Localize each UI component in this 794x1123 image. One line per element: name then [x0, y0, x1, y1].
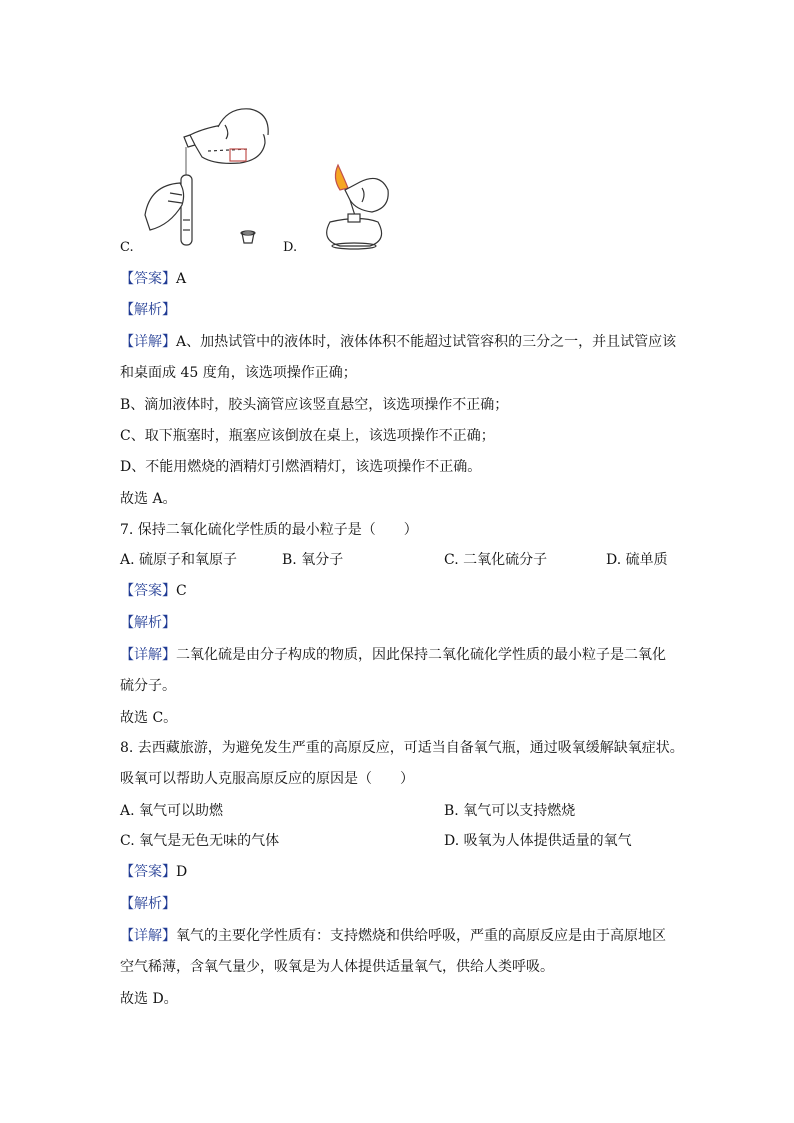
q8-option-a: A. 氧气可以助燃: [120, 803, 224, 819]
q6-analysis: [120, 300, 176, 320]
answer-tag: 【答案】: [120, 271, 176, 287]
detail-text: 氧气的主要化学性质有：支持燃烧和供给呼吸，严重的高原反应是由于高原地区: [176, 928, 666, 944]
detail-text: A、加热试管中的液体时，液体体积不能超过试管容积的三分之一，并且试管应该: [176, 334, 677, 350]
q6-detail-line-2: 和桌面成 45 度角，该选项操作正确；: [120, 365, 357, 381]
q7-option-a: A. 硫原子和氧原子: [120, 552, 238, 568]
answer-value: C: [176, 583, 187, 599]
figure-label-c: C.: [120, 240, 134, 255]
q7-analysis: [120, 613, 176, 633]
figure-label-d: D.: [283, 240, 298, 255]
pouring-liquid-illustration: [140, 105, 280, 255]
answer-value: D: [176, 864, 188, 880]
q6-conclusion: 故选 A。: [120, 491, 177, 507]
q8-option-b: B. 氧气可以支持燃烧: [444, 803, 576, 819]
q7-detail-line-1: [120, 645, 666, 665]
q8-stem-line-1: 8. 去西藏旅游，为避免发生严重的高原反应，可适当自备氧气瓶，通过吸氧缓解缺氧症状。: [120, 740, 684, 756]
alcohol-lamp-illustration: [300, 160, 400, 255]
q6-detail-line-1: [120, 332, 676, 352]
analysis-tag: 【解析】: [120, 302, 176, 318]
q8-detail-line-1: [120, 926, 666, 946]
analysis-tag: 【解析】: [120, 615, 176, 631]
detail-text: 二氧化硫是由分子构成的物质，因此保持二氧化硫化学性质的最小粒子是二氧化: [176, 647, 666, 663]
q6-detail-line-3: B、滴加液体时，胶头滴管应该竖直悬空，该选项操作不正确；: [120, 397, 509, 413]
q8-option-c: C. 氧气是无色无味的气体: [120, 833, 280, 849]
q8-stem-line-2: 吸氧可以帮助人克服高原反应的原因是（ ）: [120, 771, 414, 787]
q8-detail-line-2: 空气稀薄，含氧气量少，吸氧是为人体提供适量氧气，供给人类呼吸。: [120, 959, 554, 975]
answer-value: A: [176, 271, 187, 287]
q6-detail-line-5: D、不能用燃烧的酒精灯引燃酒精灯，该选项操作不正确。: [120, 459, 482, 475]
detail-tag: 【详解】: [120, 647, 176, 663]
q6-answer: [120, 269, 186, 289]
q7-option-d: D. 硫单质: [606, 552, 668, 568]
q7-answer: [120, 581, 187, 601]
detail-tag: 【详解】: [120, 928, 176, 944]
q7-conclusion: 故选 C。: [120, 710, 178, 726]
q7-detail-line-2: 硫分子。: [120, 678, 176, 694]
answer-tag: 【答案】: [120, 864, 176, 880]
analysis-tag: 【解析】: [120, 896, 176, 912]
answer-tag: 【答案】: [120, 583, 176, 599]
q8-conclusion: 故选 D。: [120, 991, 178, 1007]
q8-option-d: D. 吸氧为人体提供适量的氧气: [444, 833, 632, 849]
detail-tag: 【详解】: [120, 334, 176, 350]
q6-detail-line-4: C、取下瓶塞时，瓶塞应该倒放在桌上，该选项操作不正确；: [120, 428, 495, 444]
q7-option-b: B. 氧分子: [282, 552, 344, 568]
q8-answer: [120, 862, 187, 882]
q7-stem: 7. 保持二氧化硫化学性质的最小粒子是（ ）: [120, 522, 418, 538]
q8-analysis: [120, 894, 176, 914]
q7-option-c: C. 二氧化硫分子: [444, 552, 548, 568]
